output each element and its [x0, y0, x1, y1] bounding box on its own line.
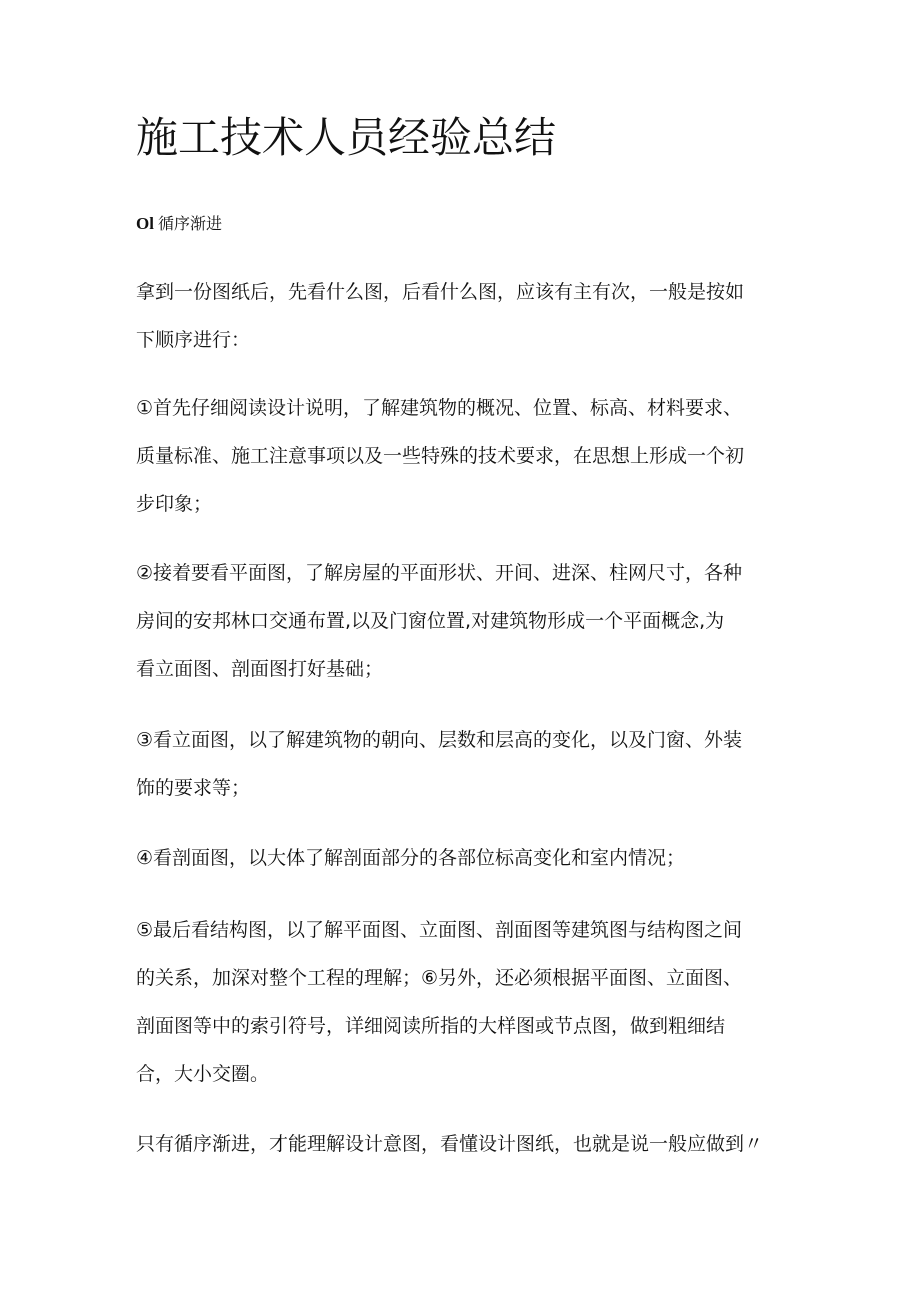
text-line: 房间的安邦林口交通布置,以及门窗位置,对建筑物形成一个平面概念,为 — [136, 610, 725, 632]
text-line: 合，大小交圈。 — [136, 1063, 270, 1085]
text-line: ③看立面图，以了解建筑物的朝向、层数和层高的变化，以及门窗、外装 — [136, 729, 743, 751]
paragraph-conclusion — [136, 1120, 763, 1168]
text-line: 的关系，加深对整个工程的理解；⑥另外，还必须根据平面图、立面图、 — [136, 967, 743, 989]
section-number: Ol — [136, 214, 154, 233]
text-line: 看立面图、剖面图打好基础； — [136, 658, 384, 680]
text-line: ①首先仔细阅读设计说明，了解建筑物的概况、位置、标高、材料要求、 — [136, 397, 743, 419]
section-label: 循序渐进 — [157, 214, 222, 233]
text-line: 饰的要求等； — [136, 777, 251, 799]
text-line: 步印象； — [136, 493, 213, 515]
text-line: 剖面图等中的索引符号，详细阅读所指的大样图或节点图，做到粗细结 — [136, 1015, 726, 1037]
text-line: ⑤最后看结构图，以了解平面图、立面图、剖面图等建筑图与结构图之间 — [136, 919, 743, 941]
paragraph-step-4 — [136, 834, 685, 882]
text-line: 质量标准、施工注意事项以及一些特殊的技术要求，在思想上形成一个初 — [136, 445, 745, 467]
text-line: ④看剖面图，以大体了解剖面部分的各部位标高变化和室内情况； — [136, 847, 686, 869]
paragraph-step-2 — [136, 549, 742, 693]
text-line: 只有循序渐进，才能理解设计意图，看懂设计图纸，也就是说一般应做到〃 — [136, 1133, 764, 1155]
section-heading — [136, 212, 222, 236]
text-line: 下顺序进行： — [136, 329, 251, 351]
text-line: 拿到一份图纸后，先看什么图，后看什么图，应该有主有次，一般是按如 — [136, 281, 745, 303]
paragraph-intro — [136, 268, 744, 364]
paragraph-step-1 — [136, 384, 744, 528]
text-line: ②接着要看平面图，了解房屋的平面形状、开间、进深、柱网尺寸，各种 — [136, 562, 743, 584]
paragraph-step-5 — [136, 906, 742, 1098]
paragraph-step-3 — [136, 716, 742, 812]
document-title: 施工技术人员经验总结 — [136, 113, 557, 162]
